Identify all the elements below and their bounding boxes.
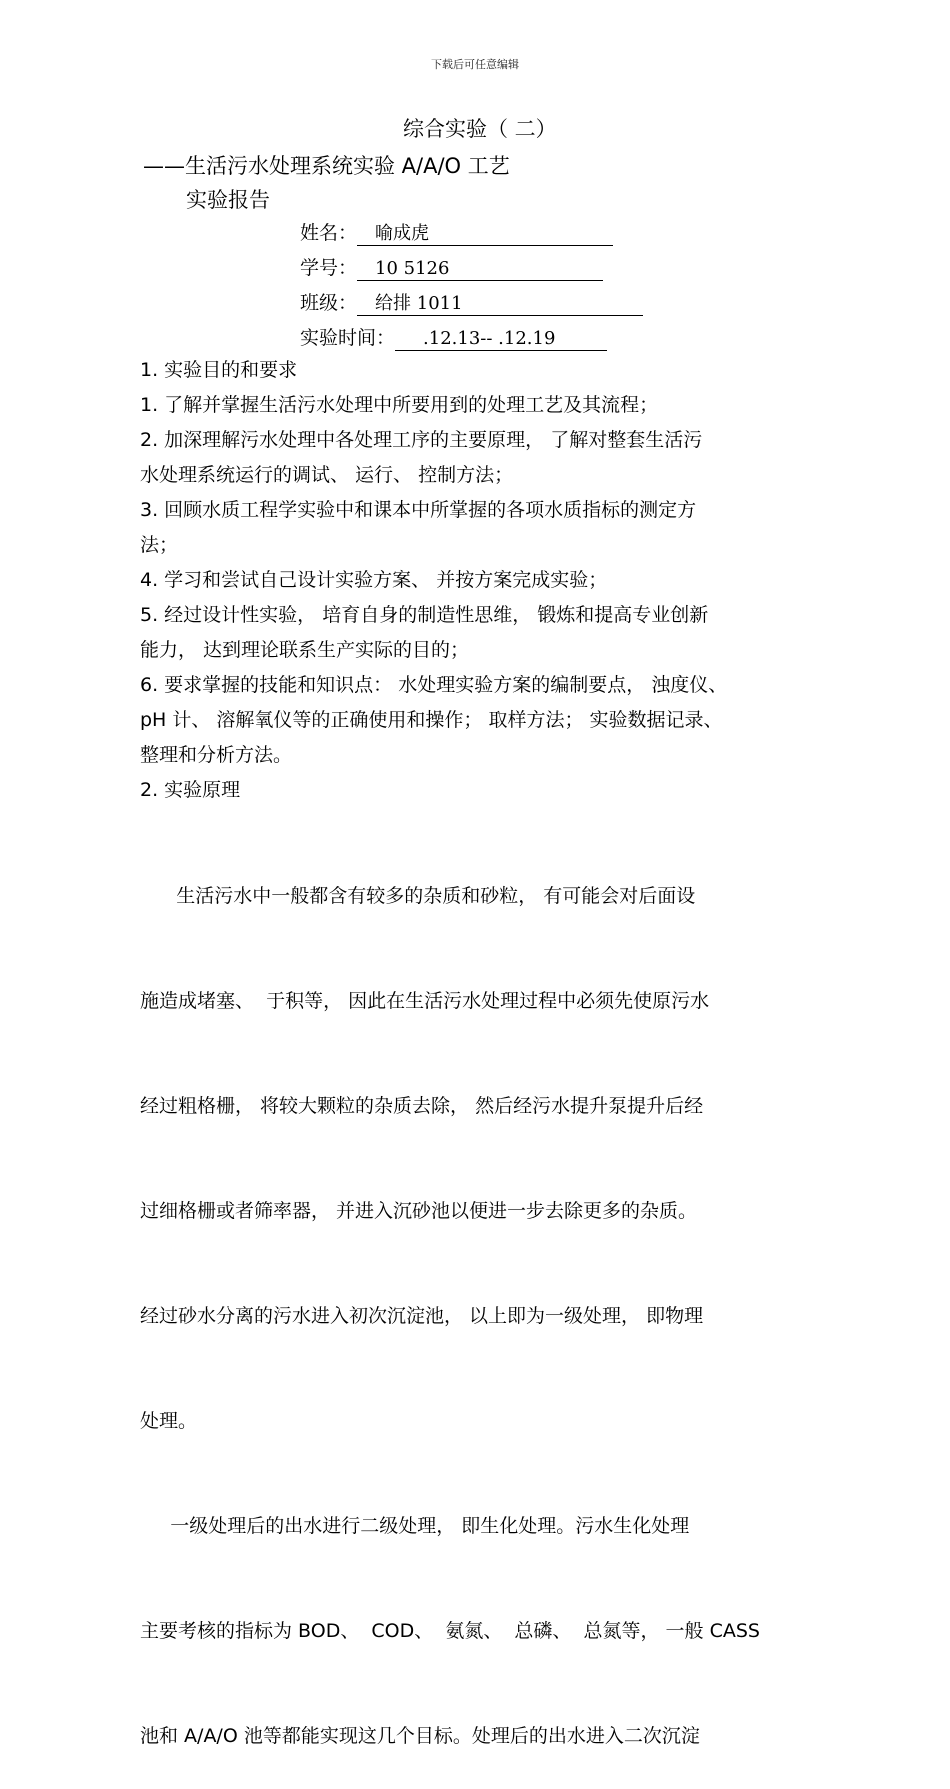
time-value: .12.13-- .12.19 [395,328,607,351]
time-label: 实验时间： [300,327,396,349]
section1-list [140,388,727,773]
report-label: 实验报告 [186,188,270,212]
paragraph-line: 过细格栅或者筛率器， 并进入沉砂池以便进一步去除更多的杂质。 [140,1200,698,1222]
section2-body [140,809,760,1789]
time-row [300,323,607,351]
paragraph-line: 施造成堵塞、 于积等， 因此在生活污水处理过程中必须先使原污水 [140,990,710,1012]
section1-heading: 1. 实验目的和要求 [140,359,298,381]
document-title: 综合实验（ 二） [403,117,557,141]
paragraph-line: 一级处理后的出水进行二级处理， 即生化处理。污水生化处理 [140,1515,690,1537]
section2-heading: 2. 实验原理 [140,779,241,801]
list-item: 5. 经过设计性实验， 培育自身的制造性思维， 锻炼和提高专业创新 [140,604,709,626]
document-subtitle: ——生活污水处理系统实验 A/A/O 工艺 [143,154,510,178]
student-id-value: 10 5126 [357,258,603,281]
list-item: 1. 了解并掌握生活污水处理中所要用到的处理工艺及其流程； [140,394,659,416]
list-item: 整理和分析方法。 [140,744,293,766]
paragraph-line: 处理。 [140,1410,198,1432]
list-item: 水处理系统运行的调试、 运行、 控制方法； [140,464,514,486]
class-row [300,288,643,316]
student-id-label: 学号： [300,257,358,279]
list-item: pH 计、 溶解氧仪等的正确使用和操作； 取样方法； 实验数据记录、 [140,709,723,731]
class-value: 给排 1011 [357,293,643,316]
class-label: 班级： [300,292,358,314]
name-label: 姓名： [300,222,358,244]
name-row [300,218,613,246]
header-note: 下载后可任意编辑 [431,58,519,71]
paragraph-line: 生活污水中一般都含有较多的杂质和砂粒， 有可能会对后面设 [140,885,696,907]
student-id-row [300,253,603,281]
paragraph-line: 经过砂水分离的污水进入初次沉淀池， 以上即为一级处理， 即物理 [140,1305,704,1327]
list-item: 2. 加深理解污水处理中各处理工序的主要原理， 了解对整套生活污 [140,429,703,451]
list-item: 4. 学习和尝试自己设计实验方案、 并按方案完成实验； [140,569,608,591]
name-value: 喻成虎 [357,223,613,246]
list-item: 3. 回顾水质工程学实验中和课本中所掌握的各项水质指标的测定方 [140,499,697,521]
list-item: 能力， 达到理论联系生产实际的目的； [140,639,470,661]
paragraph-line: 主要考核的指标为 BOD、 COD、 氨氮、 总磷、 总氮等， 一般 CASS [140,1620,760,1642]
list-item: 法； [140,534,179,556]
list-item: 6. 要求掌握的技能和知识点： 水处理实验方案的编制要点， 浊度仪、 [140,674,728,696]
paragraph-line: 池和 A/A/O 池等都能实现这几个目标。处理后的出水进入二次沉淀 [140,1725,700,1747]
paragraph-line: 经过粗格栅， 将较大颗粒的杂质去除， 然后经污水提升泵提升后经 [140,1095,704,1117]
